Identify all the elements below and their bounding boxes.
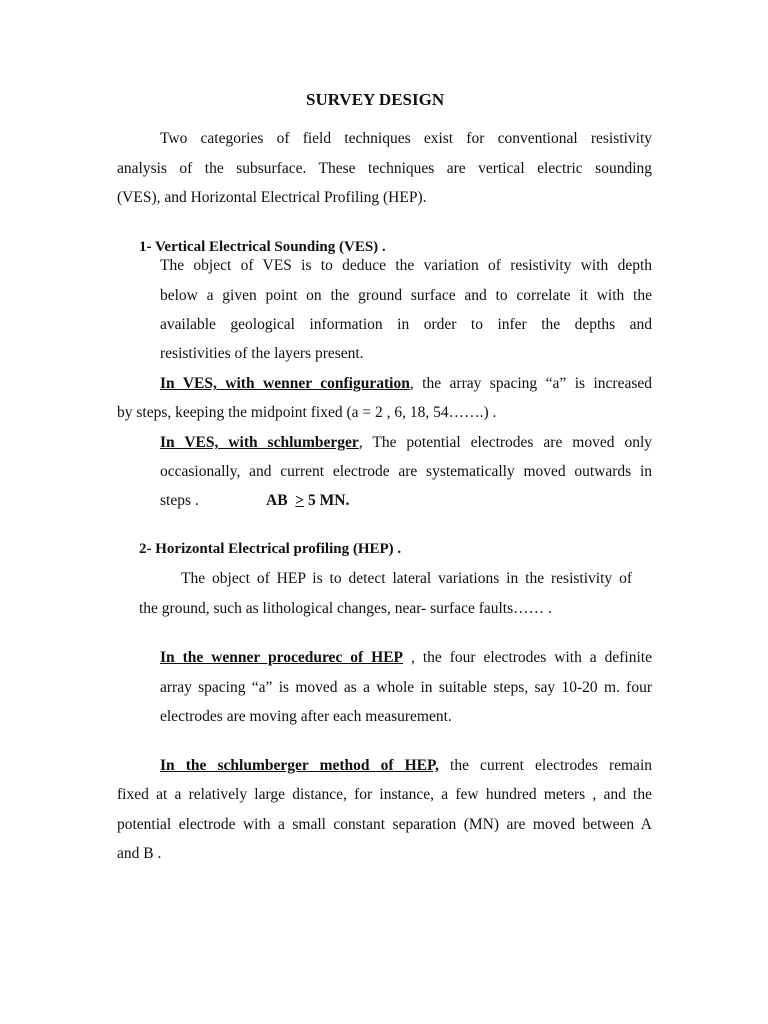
ves-wenner-line-2: by steps, keeping the midpoint fixed (a = 2 , 6, 18, 54…….) . (117, 404, 497, 421)
hep-wenner-line-3: electrodes are moving after each measurement. (160, 708, 452, 725)
spacing-formula (266, 486, 349, 516)
section-heading-hep: 2- Horizontal Electrical profiling (HEP) . (139, 541, 402, 557)
hep-schlumberger-line-4: and B . (117, 845, 162, 862)
hep-object-line-1: The object of HEP is to detect lateral variations in the resistivity of (181, 570, 632, 587)
ves-object-line-2: below a given point on the ground surface and to correlate it with the (160, 287, 652, 304)
intro-line-1: Two categories of field techniques exist for conventional resistivity (160, 130, 652, 147)
ves-schlumberger-line-3: steps . (160, 492, 199, 509)
formula-rhs: 5 MN. (308, 492, 350, 509)
hep-wenner-label: In the wenner procedurec of HEP (160, 649, 404, 666)
ves-schlumberger-line-1 (160, 428, 652, 458)
formula-ab: AB (266, 492, 288, 509)
ves-schlumberger-text: , The potential electrodes are moved only (358, 434, 652, 451)
section-heading-ves: 1- Vertical Electrical Sounding (VES) . (139, 239, 386, 255)
hep-wenner-line-1 (160, 643, 652, 673)
hep-object-line-2: the ground, such as lithological changes, near- surface faults…… . (139, 600, 552, 617)
ves-wenner-label: In VES, with wenner configuration (160, 375, 410, 392)
ves-wenner-text: , the array spacing “a” is increased (409, 375, 652, 392)
ves-wenner-line-1 (160, 369, 652, 399)
intro-line-2: analysis of the subsurface. These techniques are vertical electric sounding (117, 160, 652, 177)
ves-object-line-4: resistivities of the layers present. (160, 345, 364, 362)
hep-wenner-text: , the four electrodes with a definite (403, 649, 652, 666)
hep-schlumberger-label: In the schlumberger method of HEP, (160, 757, 439, 774)
formula-operator: > (295, 492, 305, 509)
ves-schlumberger-line-2: occasionally, and current electrode are systematically moved outwards in (160, 463, 652, 480)
ves-schlumberger-label: In VES, with schlumberger (160, 434, 359, 451)
intro-line-3: (VES), and Horizontal Electrical Profiling (HEP). (117, 189, 427, 206)
hep-schlumberger-line-1 (160, 751, 652, 781)
ves-object-line-1: The object of VES is to deduce the variation of resistivity with depth (160, 257, 652, 274)
ves-object-line-3: available geological information in order to infer the depths and (160, 316, 652, 333)
hep-schlumberger-line-2: fixed at a relatively large distance, for instance, a few hundred meters , and the (117, 786, 652, 803)
hep-schlumberger-text: the current electrodes remain (438, 757, 652, 774)
hep-wenner-line-2: array spacing “a” is moved as a whole in suitable steps, say 10-20 m. four (160, 679, 652, 696)
page-title: SURVEY DESIGN (306, 90, 445, 109)
hep-schlumberger-line-3: potential electrode with a small constant separation (MN) are moved between A (117, 816, 652, 833)
